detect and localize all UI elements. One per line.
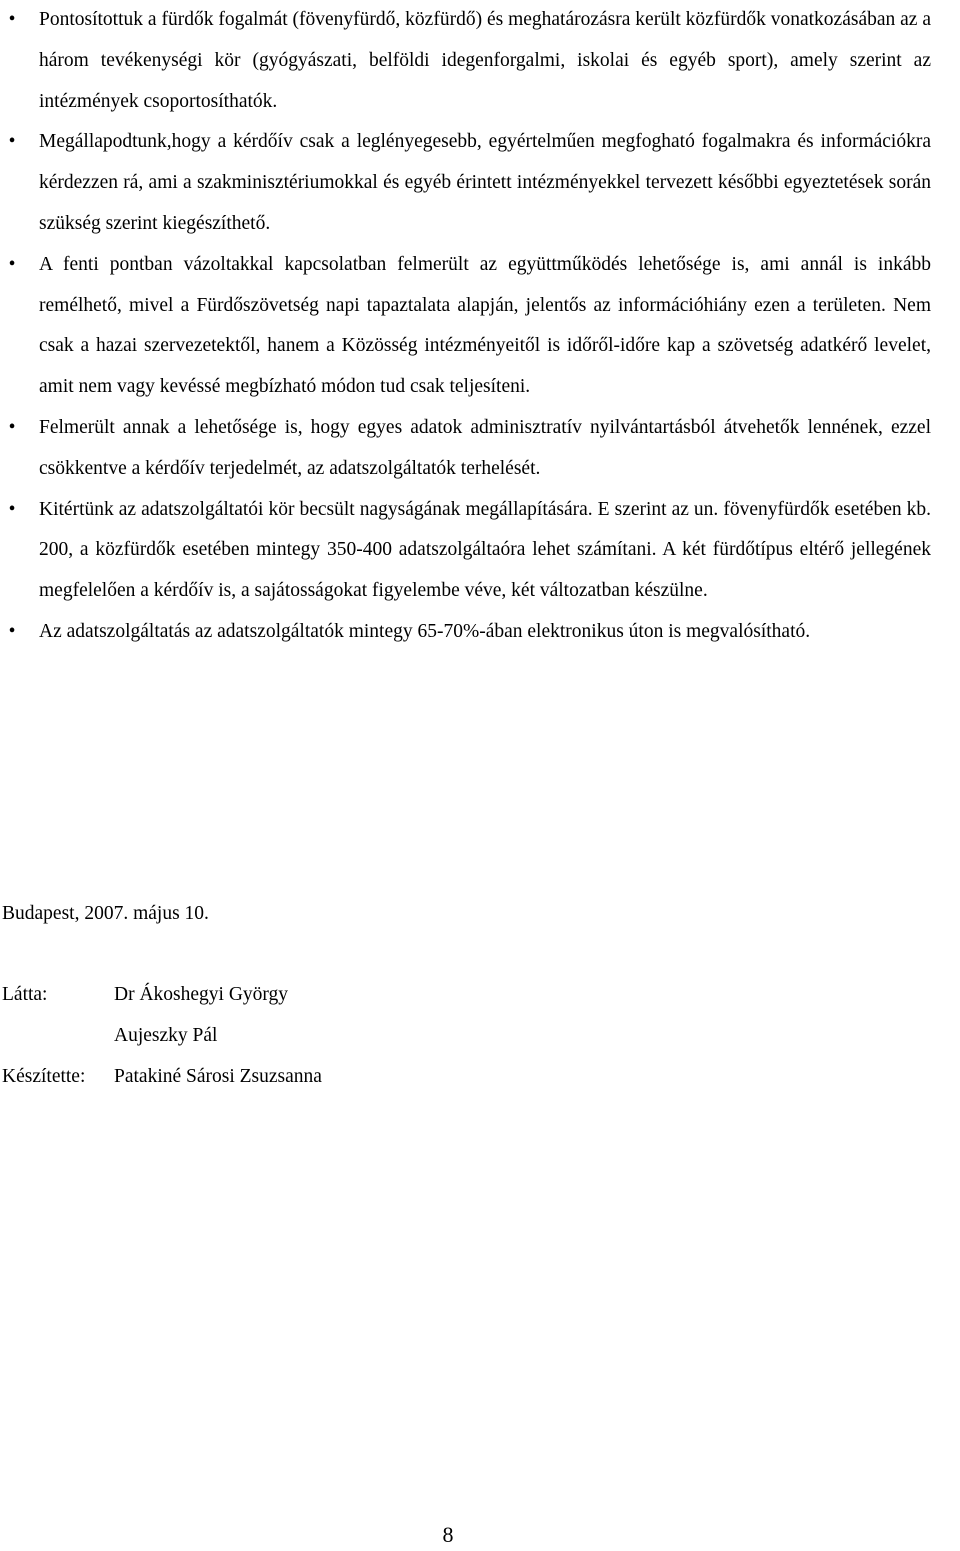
signature-name: Aujeszky Pál bbox=[114, 1025, 218, 1046]
paragraph-text: A fenti pontban vázoltakkal kapcsolatban felmerült az együttműködés lehetősége is, ami annál is inkább remélhető, mivel a Fürdőszövetség napi tapaztalata alapján, jelentős az információhiány ezen a területen. Nem csak a hazai szervezetektől, hanem a Közösség intézményeitől is időről-időre kap a szövetség adatkérő levelet, amit nem vagy kevéssé megbízható módon tud csak teljesíteni. bbox=[39, 253, 931, 398]
bullet-marker: • bbox=[8, 253, 16, 275]
list-item bbox=[0, 490, 960, 612]
signature-label: Látta: bbox=[2, 984, 48, 1005]
paragraph-text: Felmerült annak a lehetősége is, hogy egyes adatok adminisztratív nyilvántartásból átvehetők lennének, ezzel csökkentve a kérdőív terjedelmét, az adatszolgáltatók terhelését. bbox=[39, 416, 931, 479]
page-number: 8 bbox=[442, 1522, 454, 1547]
closing-date: Budapest, 2007. május 10. bbox=[2, 903, 209, 924]
bullet-marker: • bbox=[8, 416, 16, 438]
list-item bbox=[0, 245, 960, 408]
signature-name: Patakiné Sárosi Zsuzsanna bbox=[114, 1066, 322, 1087]
paragraph-text: Kitértünk az adatszolgáltatói kör becsült nagyságának megállapítására. E szerint az un. fövenyfürdők esetében kb. 200, a közfürdők esetében mintegy 350-400 adatszolgáltaóra lehet számítani. A két fürdőtípus eltérő jellegének megfelelően a kérdőív is, a sajátosságokat figyelembe véve, két változatban készülne. bbox=[39, 498, 931, 602]
paragraph-text: Az adatszolgáltatás az adatszolgáltatók mintegy 65-70%-ában elektronikus úton is megvalósítható. bbox=[39, 620, 811, 642]
bullet-marker: • bbox=[8, 9, 16, 30]
signature-row-approved-second bbox=[2, 1016, 217, 1057]
bullet-marker: • bbox=[8, 131, 16, 153]
list-item bbox=[0, 0, 960, 122]
paragraph-text: Pontosítottuk a fürdők fogalmát (fövenyfürdő, közfürdő) és meghatározásra került közfürdők vonatkozásában az a három tevékenységi kör (gyógyászati, belföldi idegenforgalmi, iskolai és egyéb sport), amely szerint az intézmények csoportosíthatók. bbox=[39, 9, 931, 112]
bullet-marker: • bbox=[8, 498, 16, 520]
paragraph-text: Megállapodtunk,hogy a kérdőív csak a leglényegesebb, egyértelműen megfogható fogalmakra és információkra kérdezzen rá, ami a szakminisztériumokkal és egyéb érintett intézményekkel tervezett későbbi egyeztetések során szükség szerint kiegészíthető. bbox=[39, 131, 931, 234]
list-item bbox=[0, 612, 960, 653]
list-item bbox=[0, 122, 960, 244]
bullet-marker: • bbox=[8, 620, 16, 642]
signature-label: Készítette: bbox=[2, 1066, 86, 1087]
signature-name: Dr Ákoshegyi György bbox=[114, 984, 289, 1005]
signature-row-approved bbox=[2, 975, 288, 1016]
bullet-list bbox=[0, 0, 960, 653]
signature-row-prepared bbox=[2, 1057, 322, 1098]
list-item bbox=[0, 408, 960, 490]
